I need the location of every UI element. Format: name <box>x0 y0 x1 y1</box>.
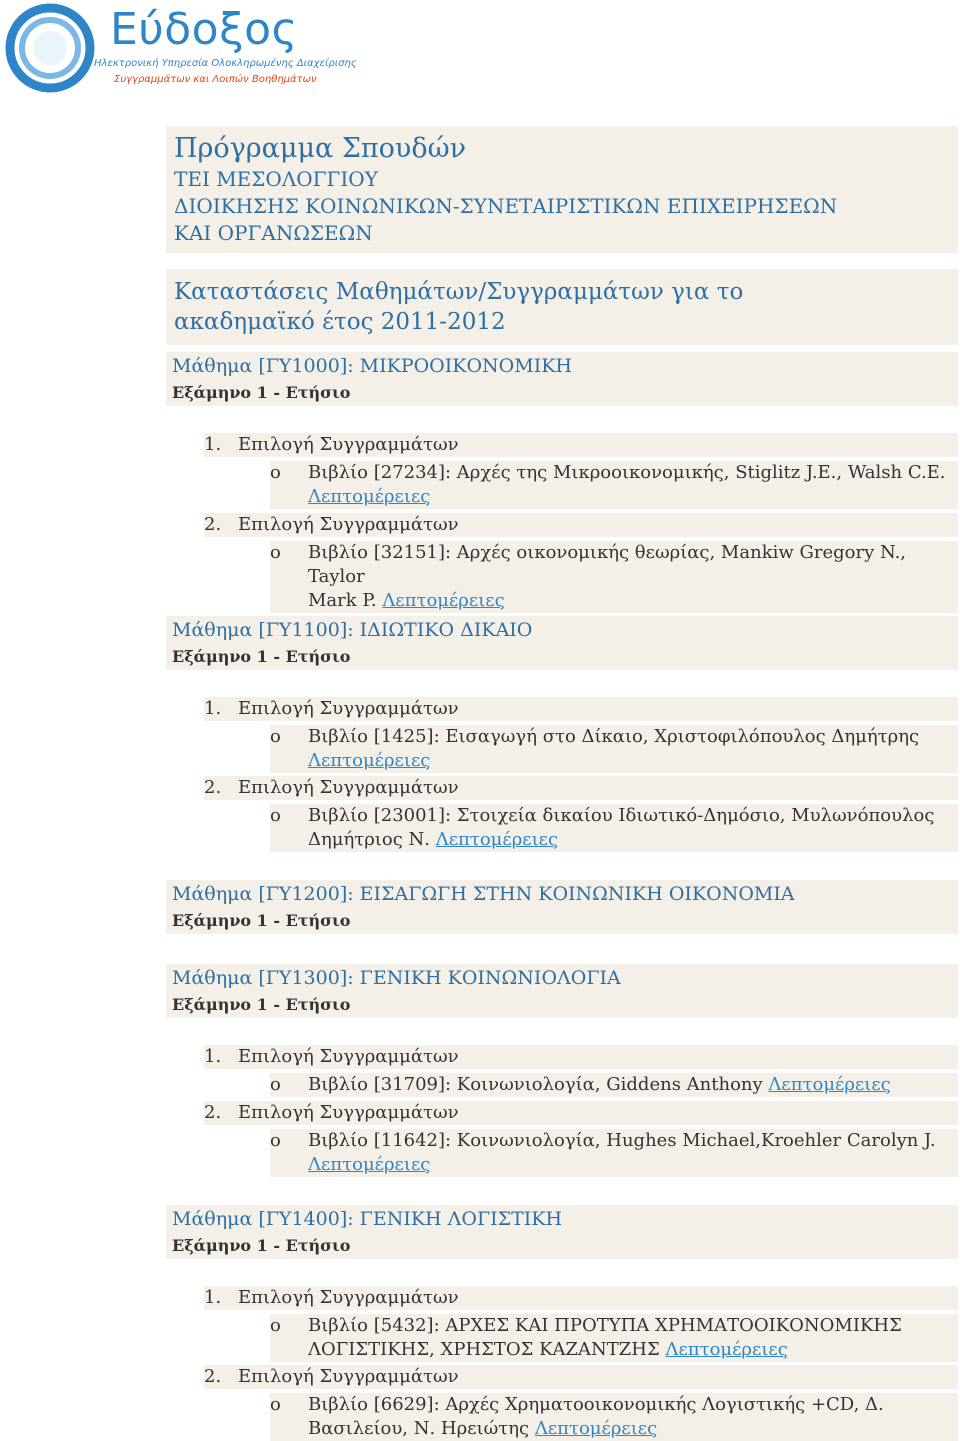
course-header <box>166 352 958 406</box>
bullet-icon: o <box>270 805 281 826</box>
course-title: Μάθημα [ΓΥ1100]: ΙΔΙΩΤΙΚΟ ΔΙΚΑΙΟ <box>172 619 533 641</box>
course-semester: Εξάμηνο 1 - Ετήσιο <box>172 911 351 930</box>
selection-label: Επιλογή Συγγραμμάτων <box>238 698 459 719</box>
page-title: Πρόγραμμα Σπουδών <box>174 133 467 164</box>
department-line-2: ΚΑΙ ΟΡΓΑΝΩΣΕΩΝ <box>174 221 373 245</box>
selection-number: 1. <box>204 1287 222 1308</box>
details-link[interactable]: Λεπτομέρειες <box>768 1074 891 1095</box>
book-selection <box>204 1286 958 1310</box>
book-text-continued: ΛΟΓΙΣΤΙΚΗΣ, ΧΡΗΣΤΟΣ ΚΑΖΑΝΤΖΗΣ <box>308 1339 660 1360</box>
course-semester: Εξάμηνο 1 - Ετήσιο <box>172 995 351 1014</box>
selection-number: 2. <box>204 1366 222 1387</box>
book-entry <box>270 1393 958 1441</box>
book-selection <box>204 697 958 721</box>
bullet-icon: o <box>270 726 281 747</box>
course-semester: Εξάμηνο 1 - Ετήσιο <box>172 647 351 666</box>
institution-name: ΤΕΙ ΜΕΣΟΛΟΓΓΙΟΥ <box>174 167 378 191</box>
details-link[interactable]: Λεπτομέρειες <box>382 590 505 611</box>
book-selection <box>204 1365 958 1389</box>
book-entry <box>270 1129 958 1177</box>
book-entry <box>270 541 958 613</box>
header-gap <box>166 253 958 269</box>
book-text: Βιβλίο [5432]: ΑΡΧΕΣ ΚΑΙ ΠΡΟΤΥΠΑ ΧΡΗΜΑΤΟΟΙΚΟΝΟΜΙΚΗΣ <box>308 1315 902 1336</box>
selection-number: 2. <box>204 514 222 535</box>
details-link[interactable]: Λεπτομέρειες <box>435 829 559 850</box>
bullet-icon: o <box>270 462 281 483</box>
selection-label: Επιλογή Συγγραμμάτων <box>238 514 459 535</box>
course-header <box>166 880 958 934</box>
book-text: Βιβλίο [23001]: Στοιχεία δικαίου Ιδιωτικό-Δημόσιο, Μυλωνόπουλος <box>308 805 935 826</box>
details-link[interactable]: Λεπτομέρειες <box>308 750 431 771</box>
logo-tagline-2: Συγγραμμάτων και Λοιπών Βοηθημάτων <box>114 74 317 85</box>
details-link[interactable]: Λεπτομέρειες <box>308 1154 431 1175</box>
book-text: Βιβλίο [6629]: Αρχές Χρηματοοικονομικής Λογιστικής +CD, Δ. <box>308 1394 884 1415</box>
book-text-continued: Mark P. <box>308 590 377 611</box>
details-link[interactable]: Λεπτομέρειες <box>308 486 431 507</box>
book-text-continued: Βασιλείου, Ν. Ηρειώτης <box>308 1418 530 1439</box>
course-title: Μάθημα [ΓΥ1200]: ΕΙΣΑΓΩΓΗ ΣΤΗΝ ΚΟΙΝΩΝΙΚΗ ΟΙΚΟΝΟΜΙΑ <box>172 883 795 905</box>
course-title: Μάθημα [ΓΥ1300]: ΓΕΝΙΚΗ ΚΟΙΝΩΝΙΟΛΟΓΙΑ <box>172 967 621 989</box>
program-header <box>166 126 958 345</box>
selection-label: Επιλογή Συγγραμμάτων <box>238 1046 459 1067</box>
book-selection <box>204 1045 958 1069</box>
bullet-icon: o <box>270 1074 281 1095</box>
book-entry <box>270 1314 958 1362</box>
selection-label: Επιλογή Συγγραμμάτων <box>238 1366 459 1387</box>
course-semester: Εξάμηνο 1 - Ετήσιο <box>172 383 351 402</box>
selection-label: Επιλογή Συγγραμμάτων <box>238 1102 459 1123</box>
book-text-continued: Δημήτριος Ν. <box>308 829 430 850</box>
bullet-icon: o <box>270 1130 281 1151</box>
book-selection <box>204 433 958 457</box>
book-text: Βιβλίο [27234]: Αρχές της Μικροοικονομικής, Stiglitz J.E., Walsh C.E. <box>308 462 946 483</box>
selection-label: Επιλογή Συγγραμμάτων <box>238 777 459 798</box>
course-header <box>166 616 958 670</box>
details-link[interactable]: Λεπτομέρειες <box>665 1339 788 1360</box>
book-text: Βιβλίο [1425]: Εισαγωγή στο Δίκαιο, Χριστοφιλόπουλος Δημήτρης <box>308 726 920 747</box>
listing-title-line-1: Καταστάσεις Μαθημάτων/Συγγραμμάτων για το <box>174 279 744 305</box>
book-selection <box>204 513 958 537</box>
book-text: Βιβλίο [31709]: Κοινωνιολογία, Giddens Anthony <box>308 1074 763 1095</box>
selection-number: 2. <box>204 1102 222 1123</box>
book-text: Βιβλίο [11642]: Κοινωνιολογία, Hughes Michael,Kroehler Carolyn J. <box>308 1130 936 1151</box>
bullet-icon: o <box>270 542 281 563</box>
book-entry <box>270 1073 958 1097</box>
listing-title-line-2: ακαδημαϊκό έτος 2011-2012 <box>174 309 506 335</box>
bullet-icon: o <box>270 1394 281 1415</box>
selection-label: Επιλογή Συγγραμμάτων <box>238 1287 459 1308</box>
course-title: Μάθημα [ΓΥ1000]: ΜΙΚΡΟΟΙΚΟΝΟΜΙΚΗ <box>172 355 572 377</box>
book-selection <box>204 776 958 800</box>
book-text: Βιβλίο [32151]: Αρχές οικονομικής θεωρίας, Mankiw Gregory N., Taylor <box>308 542 907 587</box>
eudoxus-logo <box>2 2 357 94</box>
selection-number: 2. <box>204 777 222 798</box>
selection-number: 1. <box>204 1046 222 1067</box>
book-entry <box>270 461 958 509</box>
course-header <box>166 1205 958 1259</box>
book-entry <box>270 804 958 852</box>
course-semester: Εξάμηνο 1 - Ετήσιο <box>172 1236 351 1255</box>
selection-number: 1. <box>204 434 222 455</box>
course-title: Μάθημα [ΓΥ1400]: ΓΕΝΙΚΗ ΛΟΓΙΣΤΙΚΗ <box>172 1208 563 1230</box>
selection-label: Επιλογή Συγγραμμάτων <box>238 434 459 455</box>
book-entry <box>270 725 958 773</box>
book-selection <box>204 1101 958 1125</box>
course-header <box>166 964 958 1018</box>
details-link[interactable]: Λεπτομέρειες <box>534 1418 658 1439</box>
selection-number: 1. <box>204 698 222 719</box>
logo-swirl-icon <box>2 2 102 94</box>
department-line-1: ΔΙΟΙΚΗΣΗΣ ΚΟΙΝΩΝΙΚΩΝ-ΣΥΝΕΤΑΙΡΙΣΤΙΚΩΝ ΕΠΙΧΕΙΡΗΣΕΩΝ <box>174 194 838 218</box>
logo-name: Εύδοξος <box>110 4 298 55</box>
logo-tagline-1: Ηλεκτρονική Υπηρεσία Ολοκληρωμένης Διαχείρισης <box>94 58 357 69</box>
bullet-icon: o <box>270 1315 281 1336</box>
